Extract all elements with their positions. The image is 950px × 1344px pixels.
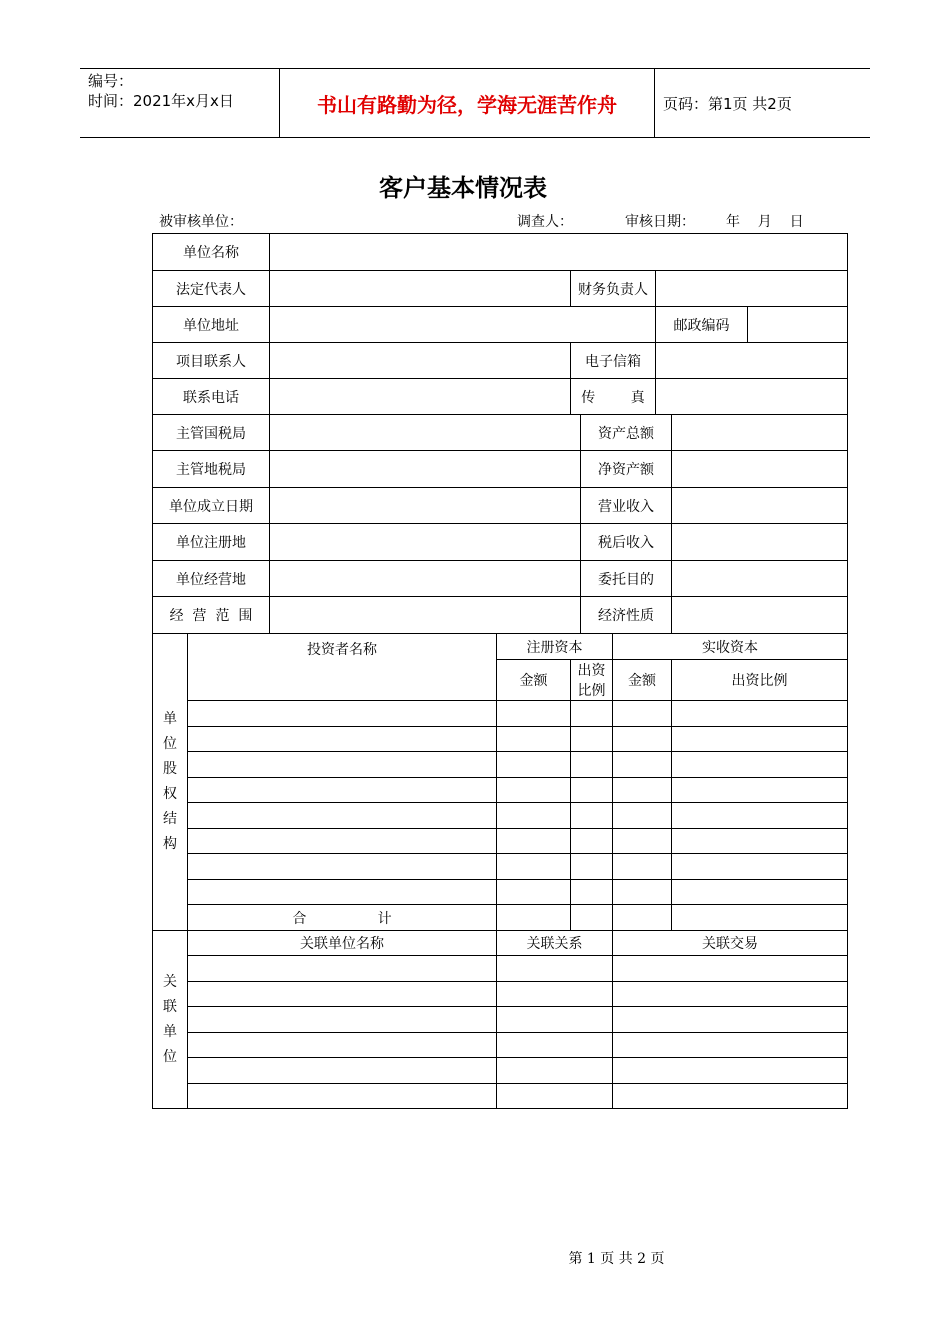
registered-ratio-header: 出资比例 bbox=[571, 660, 613, 701]
equity-row bbox=[153, 854, 848, 880]
equity-investor-cell[interactable] bbox=[188, 829, 497, 854]
related-transaction-cell[interactable] bbox=[613, 1084, 848, 1109]
equity-investor-cell[interactable] bbox=[188, 701, 497, 727]
equity-reg-amount-cell[interactable] bbox=[497, 727, 571, 752]
field-finance-head[interactable] bbox=[656, 271, 848, 307]
label-operating-place: 单位经营地 bbox=[153, 561, 270, 597]
related-transaction-cell[interactable] bbox=[613, 982, 848, 1007]
paid-amount-header: 金额 bbox=[613, 660, 672, 701]
equity-reg-ratio-cell[interactable] bbox=[571, 752, 613, 778]
related-name-header: 关联单位名称 bbox=[188, 931, 497, 956]
equity-paid-ratio-cell[interactable] bbox=[672, 752, 848, 778]
label-total-assets: 资产总额 bbox=[581, 415, 672, 451]
label-net-assets: 净资产额 bbox=[581, 451, 672, 488]
field-email[interactable] bbox=[656, 343, 848, 379]
equity-reg-ratio-cell[interactable] bbox=[571, 880, 613, 905]
field-after-tax[interactable] bbox=[672, 524, 848, 561]
field-unit-name[interactable] bbox=[270, 234, 848, 271]
related-relation-cell[interactable] bbox=[497, 956, 613, 982]
label-project-contact: 项目联系人 bbox=[153, 343, 270, 379]
related-name-cell[interactable] bbox=[188, 956, 497, 982]
related-transaction-header: 关联交易 bbox=[613, 931, 848, 956]
equity-paid-ratio-cell[interactable] bbox=[672, 701, 848, 727]
equity-paid-ratio-cell[interactable] bbox=[672, 854, 848, 880]
equity-reg-amount-cell[interactable] bbox=[497, 854, 571, 880]
equity-paid-amount-cell[interactable] bbox=[613, 880, 672, 905]
related-relation-header: 关联关系 bbox=[497, 931, 613, 956]
field-registered-place[interactable] bbox=[270, 524, 581, 561]
equity-reg-ratio-cell[interactable] bbox=[571, 727, 613, 752]
field-net-assets[interactable] bbox=[672, 451, 848, 488]
field-project-contact[interactable] bbox=[270, 343, 571, 379]
registered-amount-header: 金额 bbox=[497, 660, 571, 701]
number-label: 编号： bbox=[88, 72, 134, 90]
paid-ratio-header: 出资比例 bbox=[672, 660, 848, 701]
page-header bbox=[80, 68, 870, 138]
equity-total-label: 合 计 bbox=[188, 905, 497, 931]
equity-paid-amount-cell[interactable] bbox=[613, 752, 672, 778]
label-unit-name: 单位名称 bbox=[153, 234, 270, 271]
field-fax[interactable] bbox=[656, 379, 848, 415]
equity-section-label: 单 位 股 权 结 构 bbox=[153, 634, 188, 931]
field-purpose[interactable] bbox=[672, 561, 848, 597]
document-title: 客户基本情况表 bbox=[379, 173, 547, 202]
audit-date-fields: 年 月 日 bbox=[726, 214, 804, 230]
investor-name-header: 投资者名称 bbox=[188, 634, 497, 701]
equity-paid-amount-cell[interactable] bbox=[613, 829, 672, 854]
related-name-cell[interactable] bbox=[188, 1058, 497, 1084]
label-email: 电子信箱 bbox=[571, 343, 656, 379]
equity-investor-cell[interactable] bbox=[188, 854, 497, 880]
related-name-cell[interactable] bbox=[188, 1084, 497, 1109]
related-row bbox=[153, 1033, 848, 1058]
equity-total-reg-amount[interactable] bbox=[497, 905, 571, 931]
related-transaction-cell[interactable] bbox=[613, 1033, 848, 1058]
equity-paid-amount-cell[interactable] bbox=[613, 803, 672, 829]
field-operating-place[interactable] bbox=[270, 561, 581, 597]
equity-row bbox=[153, 752, 848, 778]
equity-reg-ratio-cell[interactable] bbox=[571, 829, 613, 854]
equity-row bbox=[153, 880, 848, 905]
equity-reg-ratio-cell[interactable] bbox=[571, 701, 613, 727]
related-relation-cell[interactable] bbox=[497, 1033, 613, 1058]
field-postal-code[interactable] bbox=[748, 307, 848, 343]
related-section-label: 关 联 单 位 bbox=[153, 931, 188, 1109]
equity-investor-cell[interactable] bbox=[188, 778, 497, 803]
equity-reg-amount-cell[interactable] bbox=[497, 701, 571, 727]
equity-investor-cell[interactable] bbox=[188, 803, 497, 829]
related-name-cell[interactable] bbox=[188, 1007, 497, 1033]
label-finance-head: 财务负责人 bbox=[571, 271, 656, 307]
field-phone[interactable] bbox=[270, 379, 571, 415]
equity-paid-amount-cell[interactable] bbox=[613, 701, 672, 727]
equity-paid-amount-cell[interactable] bbox=[613, 854, 672, 880]
label-phone: 联系电话 bbox=[153, 379, 270, 415]
equity-investor-cell[interactable] bbox=[188, 752, 497, 778]
equity-total-paid-ratio[interactable] bbox=[672, 905, 848, 931]
equity-paid-ratio-cell[interactable] bbox=[672, 829, 848, 854]
page-indicator: 页码：第1页 共2页 bbox=[663, 94, 792, 113]
time-label: 时间：2021年x月x日 bbox=[88, 92, 234, 110]
related-row bbox=[153, 956, 848, 982]
field-business-scope[interactable] bbox=[270, 597, 581, 634]
equity-row bbox=[153, 701, 848, 727]
label-revenue: 营业收入 bbox=[581, 488, 672, 524]
field-revenue[interactable] bbox=[672, 488, 848, 524]
customer-info-table bbox=[152, 233, 848, 1109]
related-row bbox=[153, 1007, 848, 1033]
field-local-tax[interactable] bbox=[270, 451, 581, 488]
related-transaction-cell[interactable] bbox=[613, 1007, 848, 1033]
equity-reg-amount-cell[interactable] bbox=[497, 829, 571, 854]
field-founded[interactable] bbox=[270, 488, 581, 524]
related-relation-cell[interactable] bbox=[497, 982, 613, 1007]
label-founded: 单位成立日期 bbox=[153, 488, 270, 524]
paid-capital-header: 实收资本 bbox=[613, 634, 848, 660]
related-row bbox=[153, 1084, 848, 1109]
label-fax: 传 真 bbox=[571, 379, 656, 415]
field-total-assets[interactable] bbox=[672, 415, 848, 451]
equity-total-reg-ratio[interactable] bbox=[571, 905, 613, 931]
related-row bbox=[153, 982, 848, 1007]
field-state-tax[interactable] bbox=[270, 415, 581, 451]
equity-paid-ratio-cell[interactable] bbox=[672, 778, 848, 803]
related-name-cell[interactable] bbox=[188, 1033, 497, 1058]
header-meta bbox=[80, 69, 280, 137]
label-legal-rep: 法定代表人 bbox=[153, 271, 270, 307]
label-address: 单位地址 bbox=[153, 307, 270, 343]
label-business-scope: 经 营 范 围 bbox=[153, 597, 270, 634]
field-address[interactable] bbox=[270, 307, 656, 343]
field-legal-rep[interactable] bbox=[270, 271, 571, 307]
related-relation-cell[interactable] bbox=[497, 1007, 613, 1033]
equity-total-paid-amount[interactable] bbox=[613, 905, 672, 931]
label-postal-code: 邮政编码 bbox=[656, 307, 748, 343]
label-economic-nature: 经济性质 bbox=[581, 597, 672, 634]
equity-investor-cell[interactable] bbox=[188, 727, 497, 752]
equity-row bbox=[153, 727, 848, 752]
equity-paid-amount-cell[interactable] bbox=[613, 727, 672, 752]
equity-paid-ratio-cell[interactable] bbox=[672, 880, 848, 905]
equity-investor-cell[interactable] bbox=[188, 880, 497, 905]
equity-row bbox=[153, 829, 848, 854]
audit-date-label: 审核日期： bbox=[625, 214, 695, 230]
equity-paid-ratio-cell[interactable] bbox=[672, 727, 848, 752]
label-state-tax: 主管国税局 bbox=[153, 415, 270, 451]
related-row bbox=[153, 1058, 848, 1084]
label-registered-place: 单位注册地 bbox=[153, 524, 270, 561]
field-economic-nature[interactable] bbox=[672, 597, 848, 634]
label-local-tax: 主管地税局 bbox=[153, 451, 270, 488]
equity-reg-amount-cell[interactable] bbox=[497, 752, 571, 778]
equity-reg-amount-cell[interactable] bbox=[497, 880, 571, 905]
equity-paid-amount-cell[interactable] bbox=[613, 778, 672, 803]
investigator-label: 调查人： bbox=[517, 214, 573, 230]
equity-row bbox=[153, 778, 848, 803]
equity-reg-amount-cell[interactable] bbox=[497, 778, 571, 803]
equity-reg-ratio-cell[interactable] bbox=[571, 778, 613, 803]
motto: 书山有路勤为径，学海无涯苦作舟 bbox=[280, 69, 655, 137]
equity-reg-ratio-cell[interactable] bbox=[571, 803, 613, 829]
related-name-cell[interactable] bbox=[188, 982, 497, 1007]
equity-row bbox=[153, 803, 848, 829]
label-purpose: 委托目的 bbox=[581, 561, 672, 597]
equity-total-row bbox=[153, 905, 848, 931]
related-transaction-cell[interactable] bbox=[613, 956, 848, 982]
related-transaction-cell[interactable] bbox=[613, 1058, 848, 1084]
page-footer: 第 1 页 共 2 页 bbox=[568, 1251, 665, 1267]
registered-capital-header: 注册资本 bbox=[497, 634, 613, 660]
label-after-tax: 税后收入 bbox=[581, 524, 672, 561]
related-relation-cell[interactable] bbox=[497, 1084, 613, 1109]
audited-unit-label: 被审核单位： bbox=[159, 214, 243, 230]
equity-paid-ratio-cell[interactable] bbox=[672, 803, 848, 829]
equity-reg-ratio-cell[interactable] bbox=[571, 854, 613, 880]
related-relation-cell[interactable] bbox=[497, 1058, 613, 1084]
equity-reg-amount-cell[interactable] bbox=[497, 803, 571, 829]
